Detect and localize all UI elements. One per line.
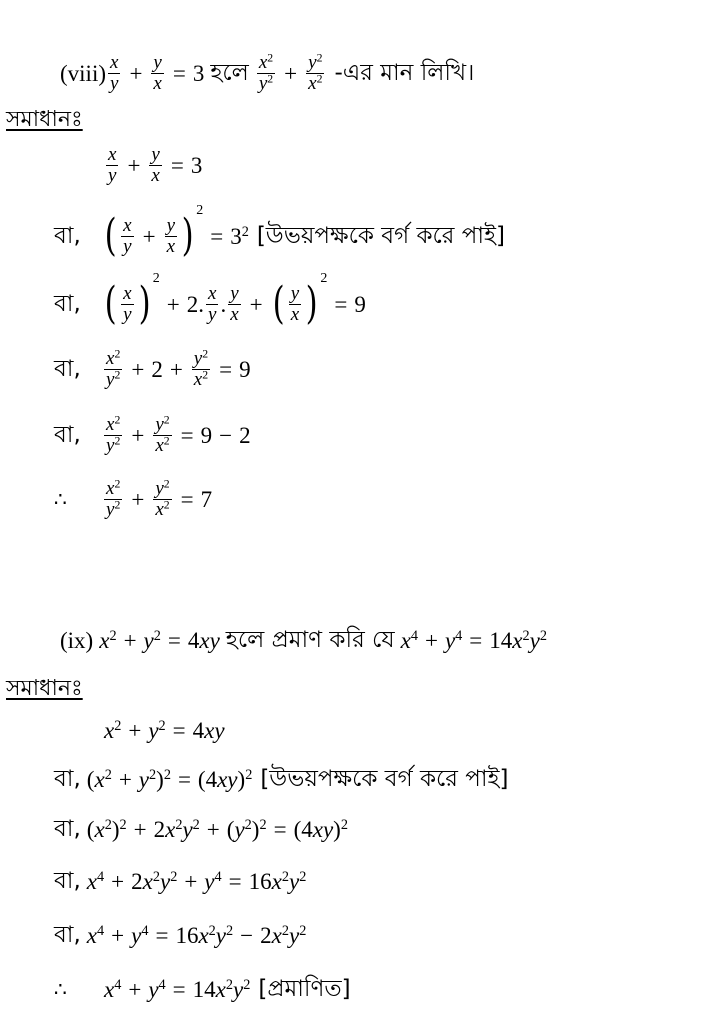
solution-heading: সমাধানঃ <box>6 676 83 701</box>
value-three: 3 <box>192 60 205 86</box>
fraction: $\frac{x^2}{y^2}$ <box>106 477 121 520</box>
ba-label: বা, <box>54 921 81 948</box>
equation-line-2: বা, ( $\frac{x}{y}$ + $\frac{y}{x}$ ) 2 = $3^2$ [উভয়পক্ষকে বর্গ করে পাই] <box>54 203 505 261</box>
fraction-x2-over-y2: $\frac{x^2}{y^2}$ <box>258 51 274 94</box>
value-nine: 9 <box>239 356 251 382</box>
fraction: $\frac{y^2}{x^2}$ <box>193 347 209 390</box>
fraction: $\frac{x^2}{y^2}$ <box>106 347 121 390</box>
value-four: 4 <box>192 717 205 743</box>
proof-line-3: বা, ( $x^2$ )$^2$ + 2 $x^2y^2$ + ( $y^2$ )$^2$ = ( 4 xy )$^2$ <box>54 815 348 842</box>
fraction: $\frac{y}{x}$ <box>230 282 239 325</box>
problem-label: (ix) <box>60 627 94 653</box>
fraction: $\frac{x^2}{y^2}$ <box>106 413 121 456</box>
therefore-symbol: ∴ <box>54 487 67 511</box>
fraction: $\frac{y}{x}$ <box>151 143 160 186</box>
square-note: [উভয়পক্ষকে বর্গ করে পাই] <box>260 765 509 792</box>
value-two: 2 <box>239 422 251 448</box>
equation-line-1: $\frac{x}{y}$ + $\frac{y}{x}$ = 3 <box>108 143 203 186</box>
equation-line-4: বা, $\frac{x^2}{y^2}$ + 2 + $\frac{y^2}{x^2}$ = 9 <box>54 347 251 390</box>
fraction: $\frac{x}{y}$ <box>123 282 132 325</box>
fraction: $\frac{y^2}{x^2}$ <box>155 413 170 456</box>
condition-text: হলে প্রমাণ করি যে <box>225 626 395 653</box>
fraction: $\frac{x}{y}$ <box>123 214 132 257</box>
value-seven: 7 <box>200 486 213 512</box>
problem-label: (viii) <box>60 60 106 86</box>
fraction-y-over-x: $\frac{y}{x}$ <box>153 51 162 94</box>
fraction: $\frac{y}{x}$ <box>290 282 300 325</box>
value-four: 4 <box>205 766 218 792</box>
value-three: 3 <box>230 223 242 249</box>
fraction-x-over-y: $\frac{x}{y}$ <box>110 51 119 94</box>
ba-label: বা, <box>54 867 81 894</box>
value-four: 4 <box>187 627 200 653</box>
value-two: 2 <box>151 356 163 382</box>
value-four: 4 <box>301 816 313 842</box>
proof-line-5: বা, $x^4$ + $y^4$ = 16 $x^2y^2$ − 2 $x^2y^2$ <box>54 921 307 948</box>
ba-label: বা, <box>54 765 81 792</box>
value-sixteen: 16 <box>248 868 272 894</box>
value-three: 3 <box>190 152 203 178</box>
problem-viii-statement: (viii) $\frac{x}{y}$ + $\frac{y}{x}$ = 3 হলে $\frac{x^2}{y^2}$ + $\frac{y^2}{x^2}$ -এর মান লিখি। <box>60 51 475 94</box>
proof-line-1: $x^2$ + $y^2$ = 4 xy <box>104 717 225 743</box>
proof-line-6: ∴ $x^4$ + $y^4$ = 14 $x^2y^2$ [প্রমাণিত] <box>54 975 351 1002</box>
value-nine: 9 <box>354 291 366 317</box>
ba-label: বা, <box>54 421 81 448</box>
value-sixteen: 16 <box>175 922 199 948</box>
problem-ix-statement: (ix) $x^2$ + $y^2$ = 4 xy হলে প্রমাণ করি যে $x^4$ + $y^4$ = 14 $x^2y^2$ <box>60 626 547 653</box>
fraction: $\frac{y}{x}$ <box>166 214 176 257</box>
value-nine: 9 <box>200 422 213 448</box>
three-squared: $3^2$ <box>230 223 249 249</box>
ba-label: বা, <box>54 355 81 382</box>
proved-note: [প্রমাণিত] <box>258 975 351 1002</box>
ask-text: -এর মান লিখি। <box>334 59 475 86</box>
value-fourteen: 14 <box>489 627 513 653</box>
fraction-y2-over-x2: $\frac{y^2}{x^2}$ <box>308 51 323 94</box>
square-note: [উভয়পক্ষকে বর্গ করে পাই] <box>256 222 505 249</box>
equation-line-6: ∴ $\frac{x^2}{y^2}$ + $\frac{y^2}{x^2}$ = 7 <box>54 477 213 520</box>
fraction: $\frac{y^2}{x^2}$ <box>155 477 170 520</box>
equation-line-3: বা, ( $\frac{x}{y}$ ) 2 + 2. $\frac{x}{y}$ . $\frac{y}{x}$ + ( $\frac{y}{x}$ ) 2 = 9 <box>54 271 366 329</box>
proof-line-4: বা, $x^4$ + 2 $x^2y^2$ + $y^4$ = 16 $x^2y^2$ <box>54 867 307 894</box>
fraction: $\frac{x}{y}$ <box>208 282 217 325</box>
ba-label: বা, <box>54 222 81 249</box>
equation-line-5: বা, $\frac{x^2}{y^2}$ + $\frac{y^2}{x^2}$ = 9 − 2 <box>54 413 251 456</box>
value-fourteen: 14 <box>192 976 216 1002</box>
solution-heading: সমাধানঃ <box>6 107 83 132</box>
ba-label: বা, <box>54 815 81 842</box>
therefore-symbol: ∴ <box>54 977 67 1001</box>
proof-line-2: বা, ( $x^2$ + $y^2$ )$^2$ = ( 4 xy )$^2$ [উভয়পক্ষকে বর্গ করে পাই] <box>54 765 509 792</box>
ba-label: বা, <box>54 290 81 317</box>
condition-text: হলে <box>210 59 249 86</box>
fraction: $\frac{x}{y}$ <box>108 143 117 186</box>
